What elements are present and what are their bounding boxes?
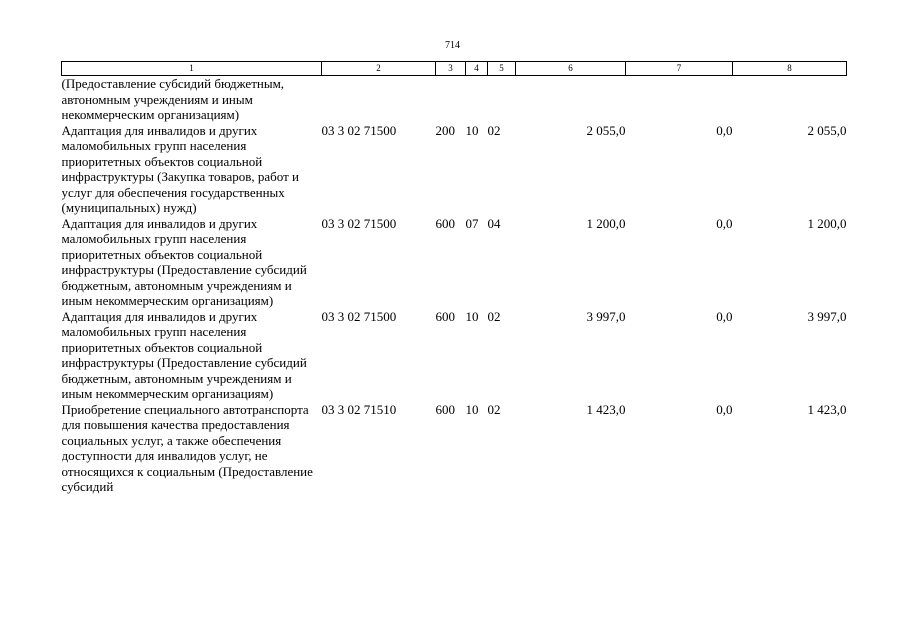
- section: 10: [465, 308, 479, 324]
- section: 07: [465, 215, 479, 231]
- subsection: 04: [487, 215, 501, 231]
- item-code: 03 3 02 71510: [321, 401, 397, 417]
- table-row: [62, 76, 847, 123]
- item-code: 03 3 02 71500: [321, 215, 397, 231]
- item-code: 03 3 02 71500: [321, 308, 397, 324]
- table-row: [62, 216, 847, 309]
- section: 10: [465, 122, 479, 138]
- subsection: 02: [487, 308, 501, 324]
- amount-regional: 1 200,0: [807, 215, 847, 231]
- item-name: Адаптация для инвалидов и других маломобильных групп населения приоритетных объектов социальной инфраструктуры (Предоставление субсидий бюджетным, автономным учреждениям и иным некоммерческим организациям): [61, 308, 307, 401]
- expense-type: 200: [435, 122, 455, 138]
- amount-regional: 2 055,0: [807, 122, 847, 138]
- header-cell: 8: [733, 62, 847, 76]
- table-row: [62, 402, 847, 495]
- header-cell: 6: [516, 62, 626, 76]
- item-code: 03 3 02 71500: [321, 122, 397, 138]
- amount-federal: [626, 76, 733, 123]
- amount-total: 1 200,0: [586, 215, 626, 231]
- amount-total: 1 423,0: [586, 401, 626, 417]
- table-row: [62, 309, 847, 402]
- subsection: 02: [487, 122, 501, 138]
- amount-regional: 1 423,0: [807, 401, 847, 417]
- header-cell: 1: [62, 62, 322, 76]
- budget-table: [61, 61, 847, 495]
- item-name: (Предоставление субсидий бюджетным, автономным учреждениям и иным некоммерческим организациям): [61, 76, 285, 122]
- section: 10: [465, 401, 479, 417]
- subsection: [488, 76, 516, 123]
- section: [466, 76, 488, 123]
- amount-regional: 3 997,0: [807, 308, 847, 324]
- subsection: 02: [487, 401, 501, 417]
- expense-type: 600: [435, 215, 455, 231]
- expense-type: 600: [435, 401, 455, 417]
- item-name: Приобретение специального автотранспорта для повышения качества предоставления социальных услуг, а также обеспечения доступности для инвалидов услуг, не относящихся к социальным (Предоставление субсидий: [61, 401, 313, 494]
- header-cell: 3: [436, 62, 466, 76]
- item-name: Адаптация для инвалидов и других маломобильных групп населения приоритетных объектов социальной инфраструктуры (Закупка товаров, работ и услуг для обеспечения государственных (муниципальных) нужд): [61, 122, 300, 215]
- header-row: [62, 62, 847, 76]
- item-name: Адаптация для инвалидов и других маломобильных групп населения приоритетных объектов социальной инфраструктуры (Предоставление субсидий бюджетным, автономным учреждениям и иным некоммерческим организациям): [61, 215, 307, 308]
- amount-federal: 0,0: [716, 308, 733, 324]
- header-cell: 5: [488, 62, 516, 76]
- page-number: 714: [445, 40, 460, 51]
- expense-type: [436, 76, 466, 123]
- header-cell: 7: [626, 62, 733, 76]
- amount-total: [516, 76, 626, 123]
- amount-federal: 0,0: [716, 401, 733, 417]
- amount-regional: [733, 76, 847, 123]
- item-code: [322, 76, 436, 123]
- amount-total: 3 997,0: [586, 308, 626, 324]
- table-row: [62, 123, 847, 216]
- expense-type: 600: [435, 308, 455, 324]
- header-cell: 4: [466, 62, 488, 76]
- amount-federal: 0,0: [716, 215, 733, 231]
- header-cell: 2: [322, 62, 436, 76]
- amount-total: 2 055,0: [586, 122, 626, 138]
- amount-federal: 0,0: [716, 122, 733, 138]
